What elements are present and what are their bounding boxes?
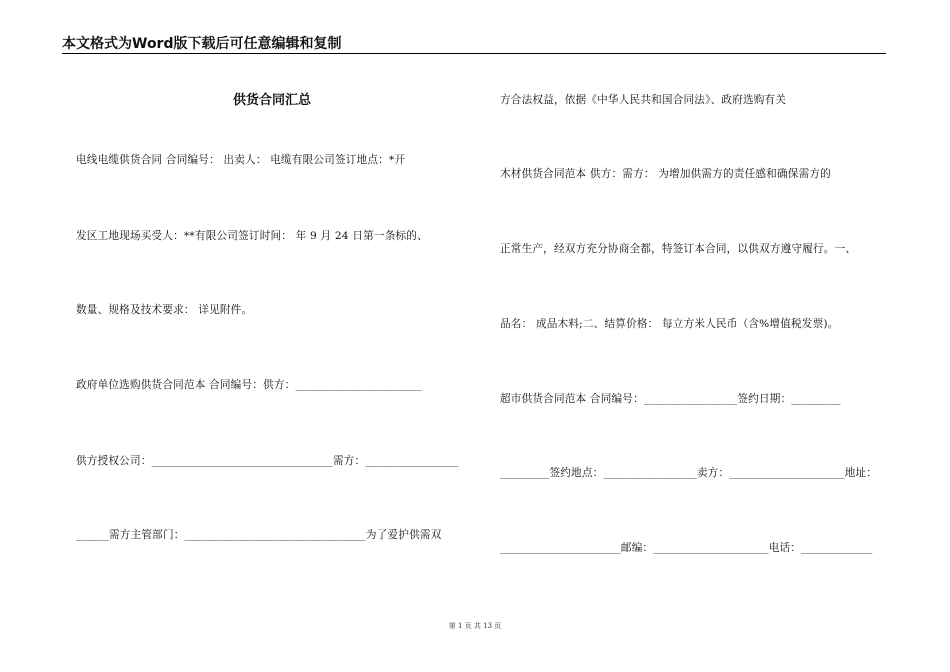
text-line: 政府单位选购供货合同范本 合同编号：供方：_______________________ [76, 379, 422, 391]
text-line: 数量、规格及技术要求： 详见附件。 [76, 304, 253, 316]
text-line: 方合法权益，依据《中华人民共和国合同法》、政府选购有关 [500, 94, 787, 106]
document-title: 供货合同汇总 [232, 93, 311, 108]
text-line: 品名： 成品木料;二、结算价格： 每立方米人民币（含%增值税发票)。 [500, 318, 839, 330]
page-header: 本文格式为Word版下载后可任意编辑和复制 [62, 36, 342, 52]
text-line: 供方授权公司：_________________________________需方：_________________ [76, 455, 459, 467]
text-line: 木材供货合同范本 供方：需方： 为增加供需方的责任感和确保需方的 [500, 168, 831, 180]
text-line: _________签约地点：_________________卖方：_____________________地址： [500, 467, 878, 479]
text-line: 发区工地现场买受人：**有限公司签订时间： 年 9 月 24 日第一条标的、 [76, 230, 428, 242]
text-line: 正常生产，经双方充分协商全都，特签订本合同，以供双方遵守履行。一、 [500, 243, 857, 255]
page-footer: 第 1 页 共 13 页 [448, 622, 502, 630]
text-line: ______需方主管部门：_________________________________为了爱护供需双 [76, 529, 442, 541]
header-rule [62, 53, 886, 54]
text-line: 超市供货合同范本 合同编号：_________________签约日期：_________ [500, 393, 841, 405]
text-line: 电线电缆供货合同 合同编号： 出卖人： 电缆有限公司签订地点：*开 [76, 154, 406, 166]
text-line: ______________________邮编：_____________________电话：_____________ [500, 542, 873, 554]
